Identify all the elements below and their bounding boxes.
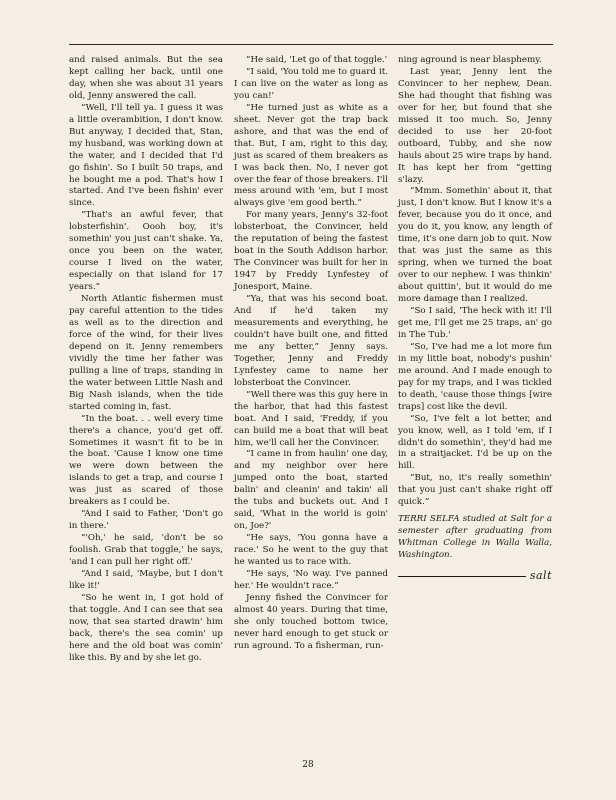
author-bio: TERRI SELFA studied at Salt for a semester after graduating from Whitman College in Walla Walla, Washington. [398, 514, 552, 561]
paragraph: “So he went in, I got hold of that toggle. And I can see that sea now, that sea started drawin' him back, there's the sea comin' up here and the old boat was comin' like this. By and by she let go. [69, 592, 223, 663]
paragraph: “So, I've felt a lot better, and you know, well, as I told 'em, if I didn't do somethin', they'd had me in a straitjacket. I'd be up on the hill. [398, 413, 552, 472]
paragraph: “Well there was this guy here in the harbor, that had this fastest boat. And I said, 'Freddy, if you can build me a boat that will beat him, we'll call her the Convincer. [234, 389, 388, 448]
paragraph: “In the boat. . . well every time there's a chance, you'd get off. Sometimes it wasn't fit to be in the boat. 'Cause I know one time we were down between the islands to get a trap, and course I was just as scared of those breakers as I could be. [69, 413, 223, 508]
text-column-2 [234, 55, 388, 653]
paragraph: “But, no, it's really somethin' that you just can't shake right off quick.” [398, 473, 552, 508]
paragraph: “And I said, 'Maybe, but I don't like it!' [69, 568, 223, 591]
end-mark [398, 570, 552, 582]
top-rule [69, 44, 553, 45]
paragraph: “I said, 'You told me to guard it. I can live on the water as long as you can!' [234, 66, 388, 101]
paragraph: “So, I've had me a lot more fun in my little boat, nobody's pushin' me around. And I made enough to pay for my traps, and I was tickled to death, 'cause those things [wire traps] cost like the devil. [398, 341, 552, 412]
end-rule [398, 576, 526, 577]
page-number: 28 [302, 760, 314, 770]
paragraph: and raised animals. But the sea kept calling her back, until one day, when she was about 31 years old, Jenny answered the call. [69, 55, 223, 101]
paragraph: “He said, 'Let go of that toggle.' [246, 55, 388, 65]
paragraph: “That's an awful fever, that lobsterfishin'. Oooh boy, it's somethin' you just can't shake. Ya, once you been on the water, course I lived on the water, especially on that island for 17 years.” [69, 210, 223, 293]
text-column-3 [398, 55, 552, 582]
paragraph: “He turned just as white as a sheet. Never got the trap back ashore, and that was the end of that. But, I am, right to this day, just as scared of them breakers as I was back then. No, I never got over the fear of those breakers. I'll mess around with 'em, but I most always give 'em good berth.” [234, 102, 388, 209]
paragraph: North Atlantic fishermen must pay careful attention to the tides as well as to the direction and force of the wind, for their lives depend on it. Jenny remembers vividly the time her father was pulling a line of traps, standing in the water between Little Nash and Big Nash islands, when the tide started coming in, fast. [69, 294, 223, 412]
paragraph: “And I said to Father, 'Don't go in there.' [69, 509, 223, 532]
paragraph: “He says, 'You gonna have a race.' So he went to the guy that he wanted us to race with. [234, 533, 388, 568]
paragraph: Jenny fished the Convincer for almost 40 years. During that time, she only touched bottom twice, never hard enough to get stuck or run aground. To a fisherman, run- [234, 592, 388, 651]
paragraph: For many years, Jenny's 32-foot lobsterboat, the Convincer, held the reputation of being the fastest boat in the South Addison harbor. The Convincer was built for her in 1947 by Freddy Lynfestey of Jonesport, Maine. [234, 210, 388, 293]
text-column-1 [69, 55, 223, 665]
paragraph: “Mmm. Somethin' about it, that just, I don't know. But I know it's a fever, because you do it once, and you do it, you know, any length of time, it's one darn job to quit. Now that was just the same as this spring, when we turned the boat over to our nephew. I was thinkin' about quittin', but it would do me more damage than I realized. [398, 186, 552, 305]
paragraph: “Well, I'll tell ya. I guess it was a little overambition, I don't know. But anyway, I decided that, Stan, my husband, was working down at the water, and I decided that I'd go fishin'. So I built 50 traps, and he bought me a pod. That's how I started. And I've been fishin' ever since. [69, 102, 223, 209]
paragraph: ning aground is near blasphemy. [398, 55, 542, 65]
paragraph: “He says, 'No way. I've panned her.' He wouldn't race.” [234, 568, 388, 591]
paragraph: “Ya, that was his second boat. And if he'd taken my measurements and everything, he couldn't have built one, and fitted me any better,” Jenny says. Together, Jenny and Freddy Lynfestey came to name her lobsterboat the Convincer. [234, 294, 388, 388]
paragraph: Last year, Jenny lent the Convincer to her nephew, Dean. She had thought that fishing was over for her, but found that she missed it too much. So, Jenny decided to use her 20-foot outboard, Tubby, and she now hauls about 25 wire traps by hand. It has kept her from “getting s'lazy. [398, 66, 552, 185]
paragraph: “So I said, 'The heck with it! I'll get me, I'll get me 25 traps, an' go in The Tub.' [398, 306, 552, 340]
salt-logo: salt [529, 569, 552, 583]
paragraph: “I came in from haulin' one day, and my neighbor over here jumped onto the boat, started balin' and cleanin' and takin' all the tubs and buckets out. And I said, 'What in the world is goin' on, Joe?' [234, 449, 388, 532]
paragraph: “'Oh,' he said, 'don't be so foolish. Grab that toggle,' he says, 'and I can pull her right off.' [69, 533, 223, 568]
